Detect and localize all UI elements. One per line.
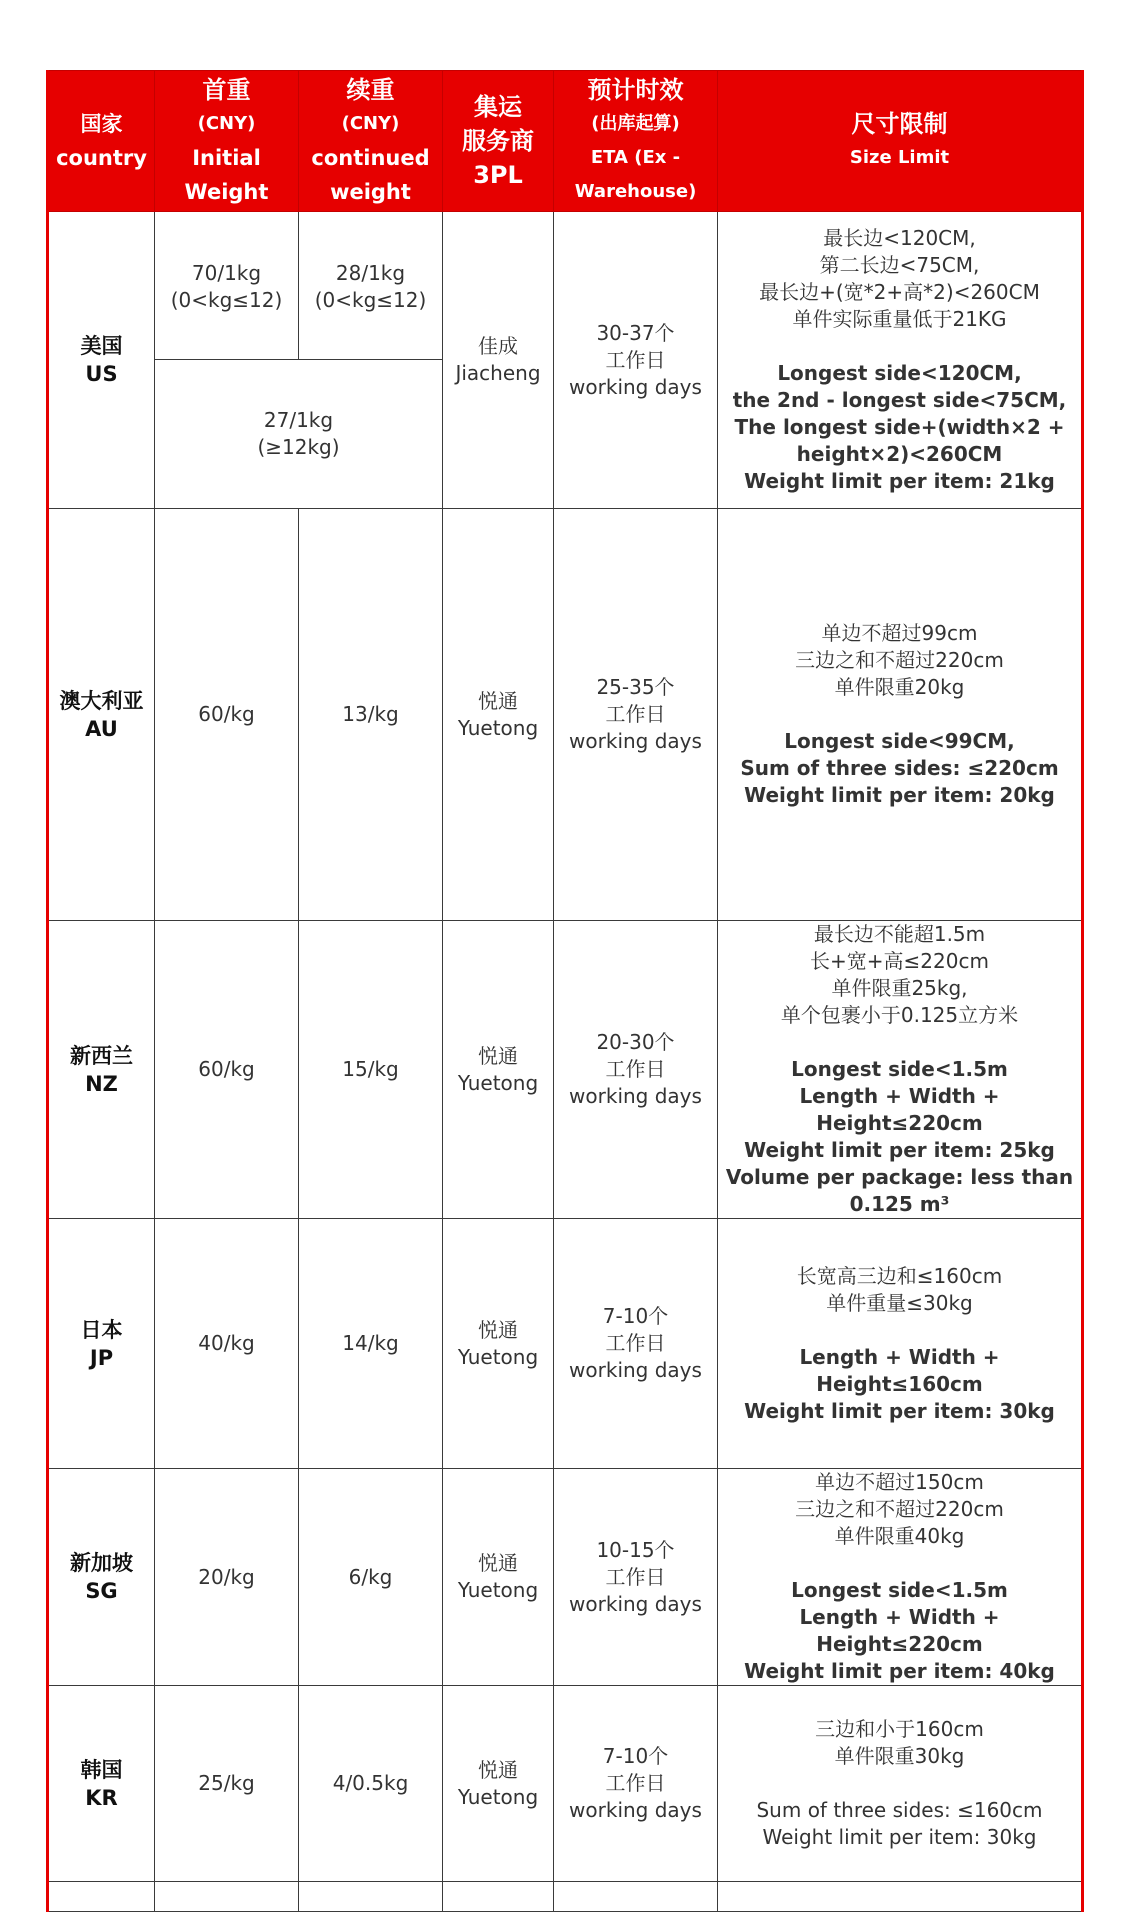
header-country-zh: 国家 — [80, 112, 123, 136]
provider-au-text: 悦通 Yuetong — [457, 688, 539, 740]
provider-au — [443, 509, 554, 921]
country-zh-sg: 新加坡 — [70, 1551, 133, 1575]
size-en-sg: Longest side<1.5m Length + Width + Height≤220cm Weight limit per item: 40kg — [744, 1578, 1055, 1683]
initial-weight-kr-text: 25/kg — [198, 1771, 255, 1795]
size-zh-au: 单边不超过99cm 三边之和不超过220cm 单件限重20kg — [795, 621, 1004, 699]
country-zh-au: 澳大利亚 — [59, 688, 144, 713]
partial-cell-4 — [443, 1882, 554, 1912]
eta-au-text: 25-35个 工作日 working days — [569, 675, 702, 753]
size-en-au: Longest side<99CM, Sum of three sides: ≤220cm Weight limit per item: 20kg — [740, 729, 1059, 807]
header-eta — [554, 71, 718, 212]
size-limit-nz — [718, 921, 1083, 1219]
table-row-us — [48, 212, 1083, 360]
country-zh-nz: 新西兰 — [70, 1043, 133, 1068]
initial-weight-us — [155, 212, 299, 360]
country-cell-kr — [48, 1686, 155, 1882]
size-en-jp: Length + Width + Height≤160cm Weight limit per item: 30kg — [744, 1344, 1055, 1423]
size-en-kr: Sum of three sides: ≤160cm Weight limit per item: 30kg — [756, 1798, 1043, 1849]
provider-us-text: 佳成 Jiacheng — [455, 334, 541, 385]
partial-cell-2 — [155, 1882, 299, 1912]
provider-kr-text: 悦通 Yuetong — [457, 1757, 539, 1809]
provider-jp — [443, 1219, 554, 1469]
continued-weight-sg — [299, 1469, 443, 1686]
continued-weight-sg-text: 6/kg — [348, 1564, 393, 1589]
header-eta-zh: 预计时效 — [587, 76, 684, 104]
country-zh-kr: 韩国 — [80, 1757, 123, 1782]
shipping-rate-table — [46, 70, 1084, 1912]
size-en-us: Longest side<120CM, the 2nd - longest side<75CM, The longest side+(width×2 + height×2)<260CM Weight limit per item: 21kg — [732, 361, 1067, 493]
header-provider — [443, 71, 554, 212]
header-initial-weight-en1: Initial — [192, 146, 261, 170]
provider-nz-text: 悦通 Yuetong — [457, 1043, 539, 1095]
continued-weight-kr — [299, 1686, 443, 1882]
header-initial-weight-unit: (CNY) — [197, 113, 256, 134]
country-zh-us: 美国 — [80, 334, 123, 358]
table-row-kr — [48, 1686, 1083, 1882]
eta-us — [554, 212, 718, 509]
partial-cell-5 — [554, 1882, 718, 1912]
partial-cell-3 — [299, 1882, 443, 1912]
header-size-limit — [718, 71, 1083, 212]
header-provider-en: 3PL — [473, 161, 523, 189]
provider-jp-text: 悦通 Yuetong — [457, 1317, 539, 1369]
provider-sg-text: 悦通 Yuetong — [457, 1551, 539, 1602]
header-country — [48, 71, 155, 212]
eta-nz — [554, 921, 718, 1219]
size-zh-kr: 三边和小于160cm 单件限重30kg — [815, 1717, 984, 1768]
continued-weight-us-text: 28/1kg (0<kg≤12) — [314, 261, 427, 312]
country-cell-us — [48, 212, 155, 509]
country-zh-jp: 日本 — [80, 1317, 123, 1342]
header-eta-en2: Warehouse) — [574, 181, 697, 202]
size-limit-kr — [718, 1686, 1083, 1882]
eta-jp — [554, 1219, 718, 1469]
initial-weight-nz-text: 60/kg — [198, 1057, 255, 1081]
continued-weight-nz-text: 15/kg — [342, 1057, 399, 1081]
merged-weight-us — [155, 360, 443, 509]
header-continued-weight-en1: continued — [311, 146, 430, 170]
size-zh-jp: 长宽高三边和≤160cm 单件重量≤30kg — [796, 1263, 1003, 1315]
provider-kr — [443, 1686, 554, 1882]
eta-sg — [554, 1469, 718, 1686]
country-cell-sg — [48, 1469, 155, 1686]
header-eta-zh-sub: (出库起算) — [591, 113, 680, 134]
country-en-sg: SG — [85, 1579, 118, 1603]
initial-weight-jp — [155, 1219, 299, 1469]
eta-nz-text: 20-30个 工作日 working days — [569, 1030, 702, 1108]
continued-weight-au — [299, 509, 443, 921]
continued-weight-nz — [299, 921, 443, 1219]
eta-au — [554, 509, 718, 921]
country-en-jp: JP — [89, 1345, 114, 1370]
initial-weight-au — [155, 509, 299, 921]
country-en-kr: KR — [85, 1785, 118, 1810]
header-continued-weight-unit: (CNY) — [341, 113, 400, 134]
country-cell-jp — [48, 1219, 155, 1469]
country-en-au: AU — [85, 716, 118, 741]
continued-weight-us — [299, 212, 443, 360]
continued-weight-au-text: 13/kg — [342, 702, 399, 726]
size-zh-nz: 最长边不能超1.5m 长+宽+高≤220cm 单件限重25kg, 单个包裹小于0.125立方米 — [780, 922, 1019, 1027]
initial-weight-sg — [155, 1469, 299, 1686]
table-row-partial — [48, 1882, 1083, 1912]
header-initial-weight-zh: 首重 — [202, 76, 251, 104]
header-provider-zh1: 集运 — [474, 93, 522, 121]
initial-weight-au-text: 60/kg — [198, 702, 255, 726]
initial-weight-nz — [155, 921, 299, 1219]
table-row-jp — [48, 1219, 1083, 1469]
initial-weight-us-text: 70/1kg (0<kg≤12) — [170, 261, 283, 312]
table-row-sg — [48, 1469, 1083, 1686]
header-provider-zh2: 服务商 — [462, 127, 534, 155]
size-zh-sg: 单边不超过150cm 三边之和不超过220cm 单件限重40kg — [795, 1470, 1004, 1548]
country-en-nz: NZ — [85, 1071, 118, 1096]
header-initial-weight — [155, 71, 299, 212]
header-continued-weight-en2: weight — [330, 180, 411, 204]
eta-us-text: 30-37个 工作日 working days — [569, 320, 702, 399]
provider-us — [443, 212, 554, 509]
provider-sg — [443, 1469, 554, 1686]
table-row-nz — [48, 921, 1083, 1219]
size-limit-us — [718, 212, 1083, 509]
continued-weight-jp-text: 14/kg — [342, 1331, 399, 1355]
eta-jp-text: 7-10个 工作日 working days — [569, 1304, 702, 1382]
country-en-us: US — [85, 362, 118, 386]
merged-weight-us-text: 27/1kg (≥12kg) — [257, 408, 340, 459]
initial-weight-sg-text: 20/kg — [198, 1564, 255, 1589]
size-limit-au — [718, 509, 1083, 921]
continued-weight-kr-text: 4/0.5kg — [332, 1771, 409, 1795]
country-cell-au — [48, 509, 155, 921]
size-limit-jp — [718, 1219, 1083, 1469]
eta-kr — [554, 1686, 718, 1882]
size-zh-us: 最长边<120CM, 第二长边<75CM, 最长边+(宽*2+高*2)<260CM 单件实际重量低于21KG — [759, 226, 1040, 331]
eta-sg-text: 10-15个 工作日 working days — [569, 1537, 702, 1616]
provider-nz — [443, 921, 554, 1219]
header-size-zh: 尺寸限制 — [851, 110, 948, 138]
header-country-en: country — [56, 146, 147, 170]
header-initial-weight-en2: Weight — [184, 180, 269, 204]
header-eta-en1: ETA (Ex - — [590, 147, 681, 168]
table-row-au — [48, 509, 1083, 921]
initial-weight-jp-text: 40/kg — [198, 1331, 255, 1355]
initial-weight-kr — [155, 1686, 299, 1882]
country-cell-nz — [48, 921, 155, 1219]
continued-weight-jp — [299, 1219, 443, 1469]
eta-kr-text: 7-10个 工作日 working days — [569, 1744, 702, 1822]
header-size-en: Size Limit — [849, 147, 950, 168]
partial-cell-6 — [718, 1882, 1083, 1912]
size-en-nz: Longest side<1.5m Length + Width + Height≤220cm Weight limit per item: 25kg Volume per package: less than 0.125 m³ — [725, 1057, 1074, 1216]
size-limit-sg — [718, 1469, 1083, 1686]
table-header-row — [48, 71, 1083, 212]
partial-cell-1 — [48, 1882, 155, 1912]
header-continued-weight — [299, 71, 443, 212]
header-continued-weight-zh: 续重 — [346, 76, 395, 104]
